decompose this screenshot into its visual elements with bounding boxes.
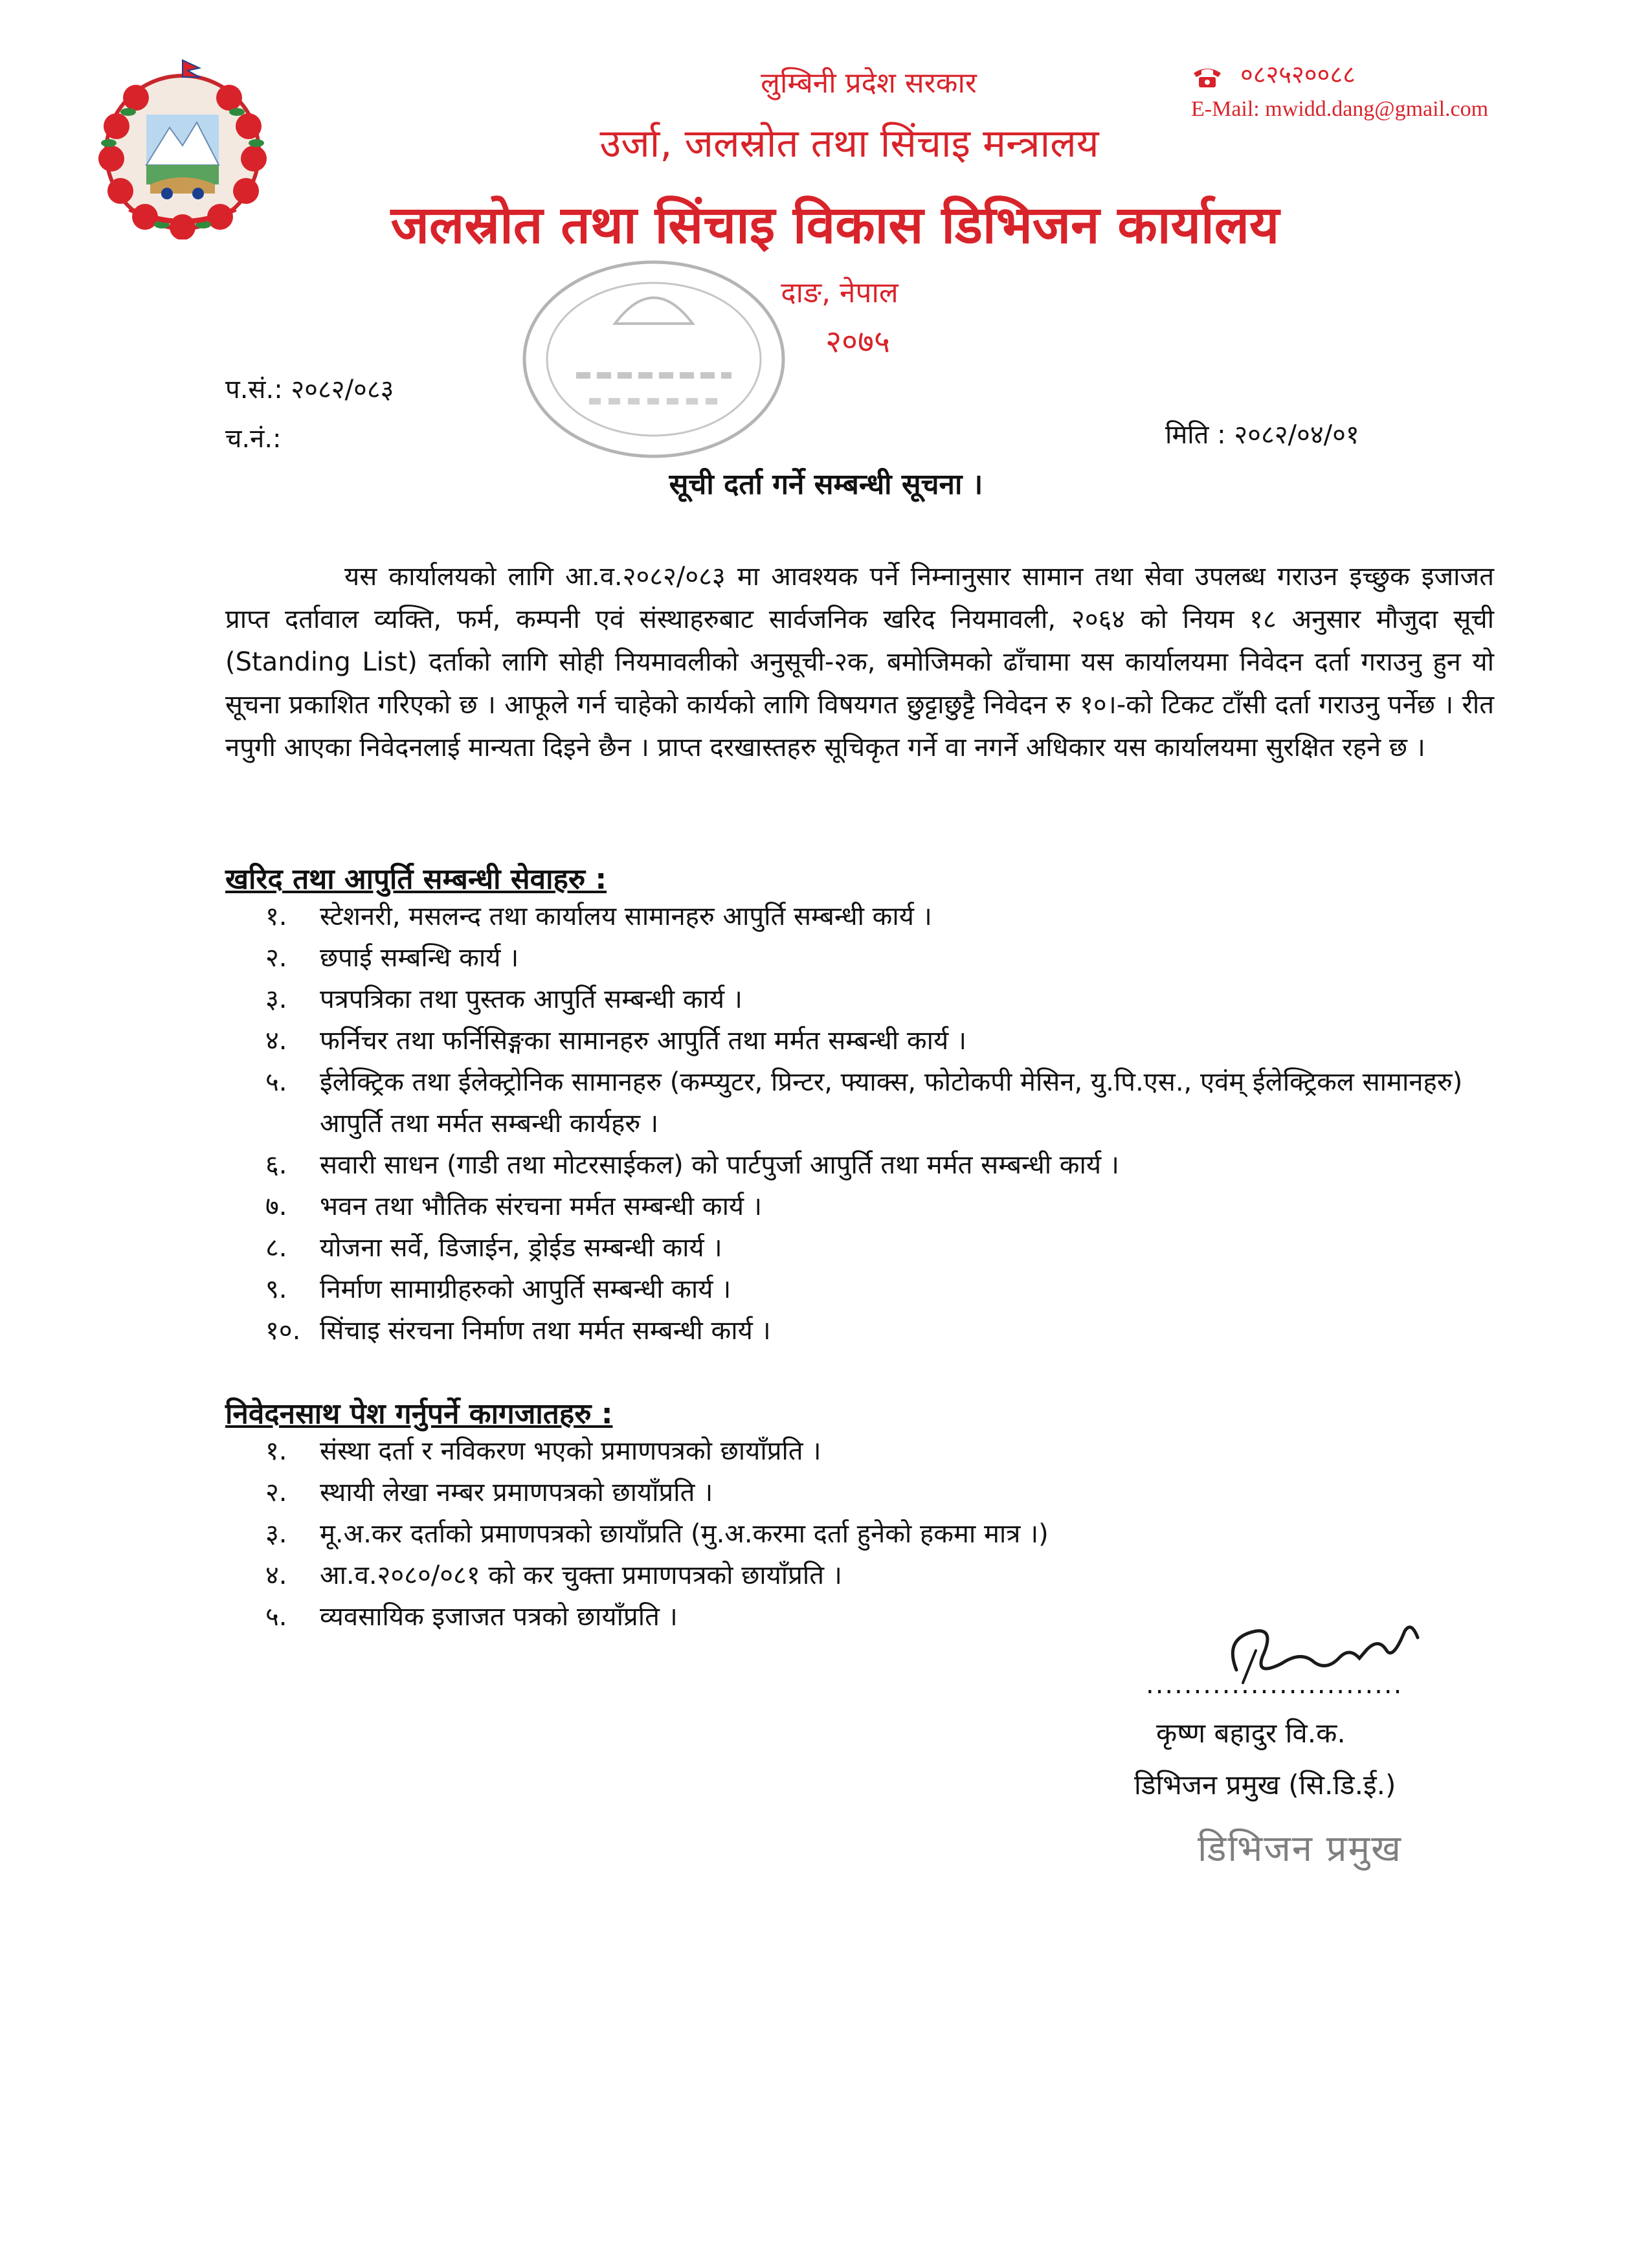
letter-reference-number: प.सं.: २०८२/०८३ (225, 375, 394, 405)
designation-stamp: डिभिजन प्रमुख (1198, 1828, 1402, 1870)
office-name: जलस्रोत तथा सिंचाइ विकास डिभिजन कार्यालय (390, 195, 1280, 255)
list-item: १. संस्था दर्ता र नविकरण भएको प्रमाणपत्रको छायाँप्रति । (265, 1436, 821, 1466)
services-heading: खरिद तथा आपुर्ति सम्बन्धी सेवाहरु : (225, 863, 607, 896)
contact-phone (1191, 57, 1528, 91)
services-list (265, 896, 1508, 1351)
list-item: २. स्थायी लेखा नम्बर प्रमाणपत्रको छायाँप्रति । (265, 1478, 713, 1507)
notice-body: यस कार्यालयको लागि आ.व.२०८२/०८३ मा आवश्यक पर्ने निम्नानुसार सामान तथा सेवा उपलब्ध गराउन इच्छुक इजाजत प्राप्त दर्तावाल व्यक्ति, फर्म, कम्पनी एवं संस्थाहरुबाट सार्वजनिक खरिद नियमावली, २०६४ को नियम १८ अनुसार मौजुदा सूची (Standing List) दर्ताको लागि सोही नियमावलीको अनुसूची-२क, बमोजिमको ढाँचामा यस कार्यालयमा निवेदन दर्ता गराउनु हुन यो सूचना प्रकाशित गरिएको छ । आफूले गर्न चाहेको कार्यको लागि विषयगत छुट्टाछुट्टै निवेदन रु १०।-को टिकट टाँसी दर्ता गराउनु पर्नेछ । रीत नपुगी आएका निवेदनलाई मान्यता दिइने छैन । प्राप्त दरखास्तहरु सूचिकृत गर्ने वा नगर्ने अधिकार यस कार्यालयमा सुरक्षित रहने छ । (225, 562, 1494, 762)
list-item: ५. ईलेक्ट्रिक तथा ईलेक्ट्रोनिक सामानहरु (कम्प्युटर, प्रिन्टर, फ्याक्स, फोटोकपी मेसिन, यु.पि.एस., एवंम् ईलेक्ट्रिकल सामानहरु) आपुर्ति तथा मर्मत सम्बन्धी कार्यहरु । (265, 1067, 1463, 1139)
list-item: ६. सवारी साधन (गाडी तथा मोटरसाईकल) को पार्टपुर्जा आपुर्ति तथा मर्मत सम्बन्धी कार्य । (265, 1150, 1119, 1180)
letter-date: मिति : २०८२/०४/०१ (1165, 420, 1359, 450)
documents-heading: निवेदनसाथ पेश गर्नुपर्ने कागजातहरु : (225, 1397, 613, 1430)
telephone-icon (1191, 64, 1223, 90)
list-item: ८. योजना सर्वे, डिजाईन, ड्रोईड सम्बन्धी कार्य । (265, 1233, 722, 1263)
ministry-name: उर्जा, जलस्रोत तथा सिंचाइ मन्त्रालय (599, 121, 1099, 166)
list-item: ४. आ.व.२०८०/०८१ को कर चुक्ता प्रमाणपत्रको छायाँप्रति । (265, 1561, 842, 1590)
list-item: ३. मू.अ.कर दर्ताको प्रमाणपत्रको छायाँप्रति (मु.अ.करमा दर्ता हुनेको हकमा मात्र ।) (265, 1519, 1049, 1549)
phone-number: ०८२५२००८८ (1240, 61, 1356, 89)
list-item: १०. सिंचाइ संरचना निर्माण तथा मर्मत सम्बन्धी कार्य । (265, 1316, 771, 1346)
email-address: E-Mail: mwidd.dang@gmail.com (1191, 97, 1489, 121)
letter-subject: सूची दर्ता गर्ने सम्बन्धी सूचना । (669, 468, 983, 501)
documents-list (265, 1430, 1508, 1638)
list-item: ७. भवन तथा भौतिक संरचना मर्मत सम्बन्धी कार्य । (265, 1192, 763, 1221)
list-item: ५. व्यवसायिक इजाजत पत्रको छायाँप्रति । (265, 1602, 678, 1632)
signatory-title: डिभिजन प्रमुख (सि.डि.ई.) (1134, 1769, 1396, 1801)
list-item: २. छपाई सम्बन्धि कार्य । (265, 943, 519, 973)
dispatch-number: च.नं.: (225, 424, 282, 454)
signatory-name: कृष्ण बहादुर वि.क. (1156, 1717, 1346, 1749)
established-year: २०७५ (825, 324, 890, 360)
office-seal-icon (498, 246, 809, 472)
list-item: १. स्टेशनरी, मसलन्द तथा कार्यालय सामानहरु आपुर्ति सम्बन्धी कार्य । (265, 902, 932, 931)
government-name: लुम्बिनी प्रदेश सरकार (761, 67, 977, 100)
list-item: ९. निर्माण सामाग्रीहरुको आपुर्ति सम्बन्धी कार्य । (265, 1274, 731, 1304)
signature-line: ........................... (1146, 1670, 1403, 1700)
list-item: ३. पत्रपत्रिका तथा पुस्तक आपुर्ति सम्बन्धी कार्य । (265, 984, 742, 1014)
list-item: ४. फर्निचर तथा फर्निसिङ्गका सामानहरु आपुर्ति तथा मर्मत सम्बन्धी कार्य । (265, 1026, 967, 1056)
office-location: दाङ, नेपाल (781, 276, 899, 309)
